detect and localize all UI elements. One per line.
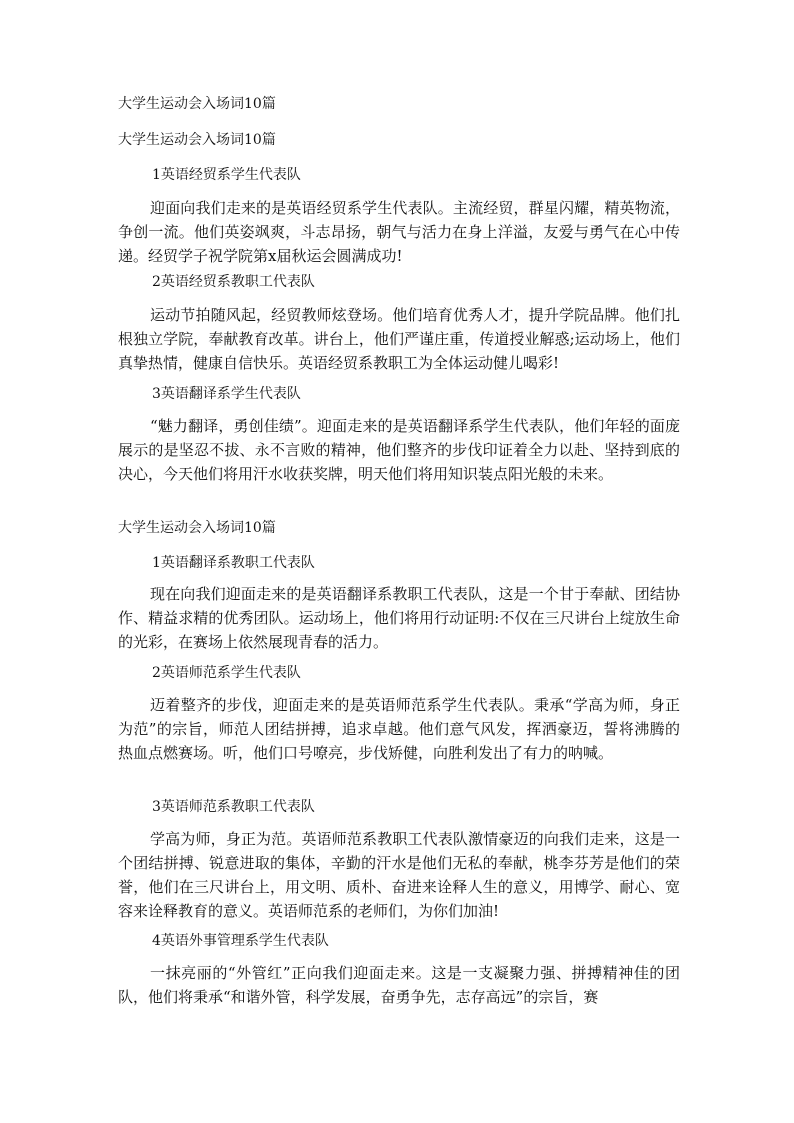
entry-paragraph: 一抹亮丽的“外管红”正向我们迎面走来。这是一支凝聚力强、拼搏精神佳的团队，他们将秉承“和谐外管，科学发展，奋勇争先，志存高远”的宗旨，赛 [118,964,680,1006]
entry-subheading: 3英语翻译系学生代表队 [152,386,301,402]
entry-paragraph: 迎面向我们走来的是英语经贸系学生代表队。主流经贸，群星闪耀，精英物流，争创一流。他们英姿飒爽，斗志昂扬，朝气与活力在身上洋溢，友爱与勇气在心中传递。经贸学子祝学院第x届秋运会圆满成功! [118,199,680,265]
section-heading: 大学生运动会入场词10篇 [118,520,276,536]
entry-subheading: 1英语经贸系学生代表队 [152,167,301,183]
entry-subheading: 2英语经贸系教职工代表队 [152,274,315,290]
entry-subheading: 2英语师范系学生代表队 [152,665,301,681]
entry-paragraph: 运动节拍随风起，经贸教师炫登场。他们培育优秀人才，提升学院品牌。他们扎根独立学院，奉献教育改革。讲台上，他们严谨庄重，传道授业解惑;运动场上，他们真挚热情，健康自信快乐。英语经贸系教职工为全体运动健儿喝彩! [118,306,680,372]
entry-paragraph: 学高为师，身正为范。英语师范系教职工代表队激情豪迈的向我们走来，这是一个团结拼搏、锐意进取的集体，辛勤的汗水是他们无私的奉献，桃李芬芳是他们的荣誉，他们在三尺讲台上，用文明、质朴、奋进来诠释人生的意义，用博学、耐心、宽容来诠释教育的意义。英语师范系的老师们，为你们加油! [118,830,680,920]
entry-subheading: 4英语外事管理系学生代表队 [152,933,329,949]
entry-paragraph: “魅力翻译，勇创佳绩”。迎面走来的是英语翻译系学生代表队，他们年轻的面庞展示的是坚忍不拔、永不言败的精神，他们整齐的步伐印证着全力以赴、坚持到底的决心，今天他们将用汗水收获奖牌，明天他们将用知识装点阳光般的未来。 [118,417,680,483]
document-title: 大学生运动会入场词10篇 [118,96,276,112]
entry-paragraph: 现在向我们迎面走来的是英语翻译系教职工代表队，这是一个甘于奉献、团结协作、精益求精的优秀团队。运动场上，他们将用行动证明:不仅在三尺讲台上绽放生命的光彩，在赛场上依然展现青春的活力。 [118,585,680,651]
entry-paragraph: 迈着整齐的步伐，迎面走来的是英语师范系学生代表队。秉承“学高为师，身正为范”的宗旨，师范人团结拼搏，追求卓越。他们意气风发，挥洒豪迈，誓将沸腾的热血点燃赛场。听，他们口号嘹亮，步伐矫健，向胜利发出了有力的呐喊。 [118,696,680,762]
section-heading: 大学生运动会入场词10篇 [118,132,276,148]
entry-subheading: 3英语师范系教职工代表队 [152,799,315,815]
entry-subheading: 1英语翻译系教职工代表队 [152,555,315,571]
